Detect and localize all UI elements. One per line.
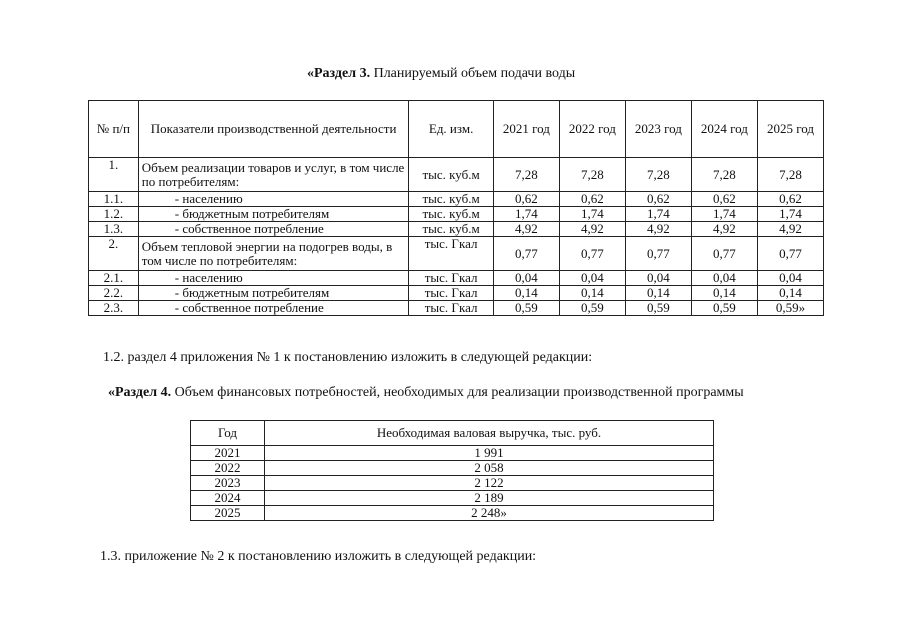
table-header-row xyxy=(191,421,714,446)
row-indicator: - собственное потребление xyxy=(138,301,409,316)
value-cell: 4,92 xyxy=(493,222,559,237)
value-cell: 1,74 xyxy=(493,207,559,222)
row-unit: тыс. Гкал xyxy=(409,271,493,286)
row-unit: тыс. куб.м xyxy=(409,158,493,192)
row-number: 1. xyxy=(89,158,139,192)
value-cell: 0,04 xyxy=(757,271,823,286)
value-cell: 0,77 xyxy=(493,237,559,271)
header-cell-indicator: Показатели производственной деятельности xyxy=(138,101,409,158)
value-cell: 7,28 xyxy=(757,158,823,192)
value-cell: 4,92 xyxy=(757,222,823,237)
value-cell: 0,14 xyxy=(625,286,691,301)
header-cell-2024: 2024 год xyxy=(691,101,757,158)
value-cell: 1,74 xyxy=(625,207,691,222)
header-cell-number: № п/п xyxy=(89,101,139,158)
value-cell: 0,04 xyxy=(493,271,559,286)
production-volume-table xyxy=(88,100,824,316)
value-cell: 7,28 xyxy=(493,158,559,192)
row-unit: тыс. куб.м xyxy=(409,192,493,207)
value-cell: 0,59 xyxy=(559,301,625,316)
row-indicator: - населению xyxy=(138,271,409,286)
table-row xyxy=(89,301,824,316)
value-cell: 0,59 xyxy=(691,301,757,316)
table-row xyxy=(191,476,714,491)
header-cell-2021: 2021 год xyxy=(493,101,559,158)
table-row xyxy=(89,207,824,222)
financial-needs-table xyxy=(190,420,714,521)
year-cell: 2024 xyxy=(191,491,265,506)
revenue-cell: 1 991 xyxy=(265,446,714,461)
row-unit: тыс. Гкал xyxy=(409,301,493,316)
section3-title-text: Планируемый объем подачи воды xyxy=(370,66,576,81)
value-cell: 0,14 xyxy=(691,286,757,301)
value-cell: 0,62 xyxy=(691,192,757,207)
row-number: 2. xyxy=(89,237,139,271)
value-cell: 0,77 xyxy=(691,237,757,271)
year-cell: 2022 xyxy=(191,461,265,476)
value-cell: 0,62 xyxy=(493,192,559,207)
table-row xyxy=(89,222,824,237)
value-cell: 7,28 xyxy=(625,158,691,192)
year-cell: 2023 xyxy=(191,476,265,491)
header-cell-2025: 2025 год xyxy=(757,101,823,158)
value-cell: 0,04 xyxy=(625,271,691,286)
row-unit: тыс. Гкал xyxy=(409,286,493,301)
section4-title xyxy=(108,385,744,401)
section4-title-bold: «Раздел 4. xyxy=(108,385,172,400)
year-cell: 2021 xyxy=(191,446,265,461)
table-row xyxy=(89,286,824,301)
header-cell-2023: 2023 год xyxy=(625,101,691,158)
revenue-cell: 2 058 xyxy=(265,461,714,476)
table-row xyxy=(191,461,714,476)
value-cell: 1,74 xyxy=(691,207,757,222)
table-row xyxy=(89,192,824,207)
header-cell-revenue: Необходимая валовая выручка, тыс. руб. xyxy=(265,421,714,446)
row-number: 1.1. xyxy=(89,192,139,207)
row-number: 1.2. xyxy=(89,207,139,222)
value-cell: 1,74 xyxy=(559,207,625,222)
year-cell: 2025 xyxy=(191,506,265,521)
value-cell: 0,59 xyxy=(493,301,559,316)
row-indicator: - бюджетным потребителям xyxy=(138,207,409,222)
value-cell: 4,92 xyxy=(691,222,757,237)
value-cell: 0,04 xyxy=(559,271,625,286)
value-cell: 0,77 xyxy=(757,237,823,271)
table-row xyxy=(89,158,824,192)
row-unit: тыс. куб.м xyxy=(409,222,493,237)
table-row xyxy=(191,506,714,521)
header-cell-2022: 2022 год xyxy=(559,101,625,158)
value-cell: 0,77 xyxy=(559,237,625,271)
header-cell-unit: Ед. изм. xyxy=(409,101,493,158)
table-row xyxy=(89,271,824,286)
section4-title-text: Объем финансовых потребностей, необходимых для реализации производственной программы xyxy=(171,385,744,400)
revenue-cell: 2 122 xyxy=(265,476,714,491)
value-cell: 0,59» xyxy=(757,301,823,316)
section3-title-bold: «Раздел 3. xyxy=(307,66,371,81)
row-number: 2.2. xyxy=(89,286,139,301)
row-indicator: Объем реализации товаров и услуг, в том числе по потребителям: xyxy=(138,158,409,192)
header-cell-year: Год xyxy=(191,421,265,446)
revenue-cell: 2 189 xyxy=(265,491,714,506)
revenue-cell: 2 248» xyxy=(265,506,714,521)
table-header-row xyxy=(89,101,824,158)
value-cell: 0,14 xyxy=(757,286,823,301)
row-unit: тыс. куб.м xyxy=(409,207,493,222)
value-cell: 0,59 xyxy=(625,301,691,316)
value-cell: 0,04 xyxy=(691,271,757,286)
value-cell: 0,14 xyxy=(559,286,625,301)
value-cell: 0,62 xyxy=(559,192,625,207)
value-cell: 0,62 xyxy=(625,192,691,207)
row-indicator: - бюджетным потребителям xyxy=(138,286,409,301)
row-indicator: Объем тепловой энергии на подогрев воды, в том числе по потребителям: xyxy=(138,237,409,271)
section3-title xyxy=(307,66,575,82)
row-indicator: - населению xyxy=(138,192,409,207)
paragraph-1-3: 1.3. приложение № 2 к постановлению изложить в следующей редакции: xyxy=(100,549,537,564)
table-row xyxy=(191,491,714,506)
value-cell: 0,77 xyxy=(625,237,691,271)
row-number: 1.3. xyxy=(89,222,139,237)
table-row xyxy=(89,237,824,271)
row-indicator: - собственное потребление xyxy=(138,222,409,237)
paragraph-1-2: 1.2. раздел 4 приложения № 1 к постановлению изложить в следующей редакции: xyxy=(103,350,593,365)
row-number: 2.1. xyxy=(89,271,139,286)
value-cell: 4,92 xyxy=(625,222,691,237)
row-number: 2.3. xyxy=(89,301,139,316)
value-cell: 7,28 xyxy=(559,158,625,192)
table-row xyxy=(191,446,714,461)
value-cell: 7,28 xyxy=(691,158,757,192)
value-cell: 0,14 xyxy=(493,286,559,301)
value-cell: 4,92 xyxy=(559,222,625,237)
value-cell: 1,74 xyxy=(757,207,823,222)
value-cell: 0,62 xyxy=(757,192,823,207)
row-unit: тыс. Гкал xyxy=(409,237,493,271)
